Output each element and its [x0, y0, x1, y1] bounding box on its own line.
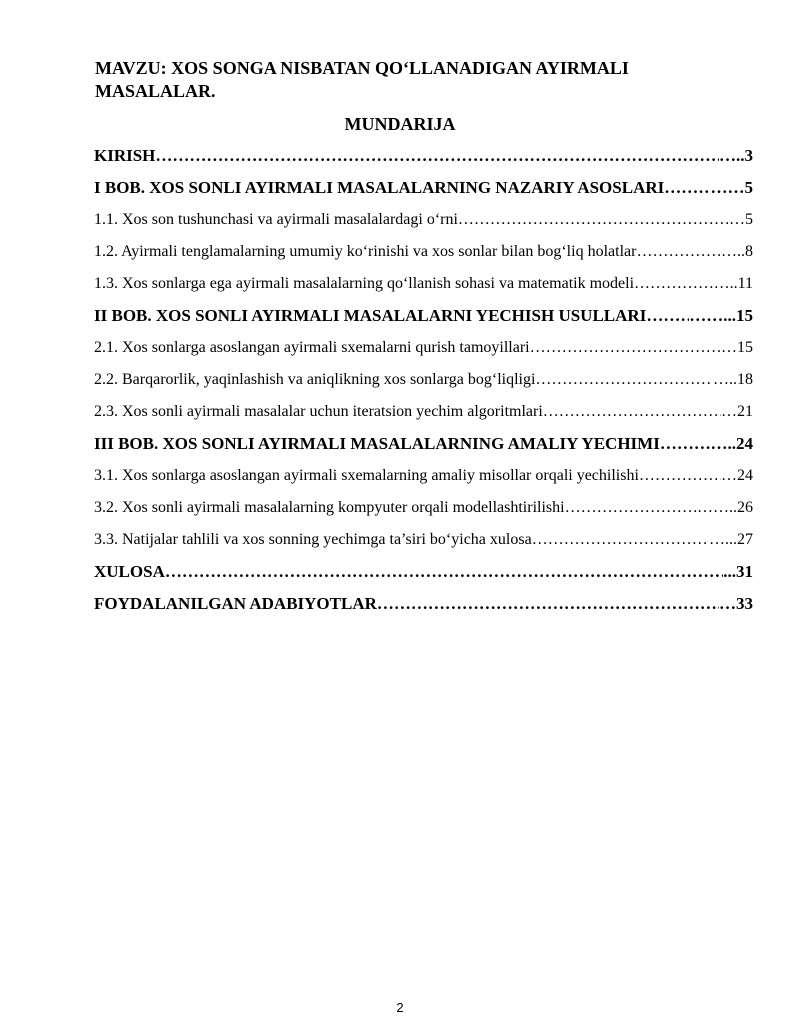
toc-dot-leader [664, 172, 710, 204]
toc-entry-text: 3.1. Xos sonlarga asoslangan ayirmali sxemalarning amaliy misollar orqali yechilishi [94, 467, 639, 484]
toc-entry [94, 332, 753, 364]
toc-entry-page: 24 [737, 467, 753, 484]
toc-dot-leader [155, 140, 719, 172]
toc-entry [94, 300, 753, 332]
toc-entry-page: 3 [744, 146, 753, 165]
toc-entry-leader-end: ……... [689, 306, 736, 325]
toc-dot-leader [565, 492, 697, 524]
toc-entry-leader-end: … [721, 339, 737, 356]
toc-entry [94, 492, 753, 524]
toc-entry-leader-end: ... [723, 562, 736, 581]
toc-entry-leader-end: ….. [713, 371, 737, 388]
toc-dot-leader [530, 332, 721, 364]
toc-entry-page: 21 [737, 403, 753, 420]
toc-entry [94, 556, 753, 588]
toc-entry-text: 1.2. Ayirmali tenglamalarning umumiy ko‘rinishi va xos sonlar bilan bog‘liq holatlar [94, 243, 637, 260]
toc-entry [94, 236, 753, 268]
toc-entry-page: 18 [737, 371, 753, 388]
toc-entry-text: II BOB. XOS SONLI AYIRMALI MASALALARNI YECHISH USULLARI [94, 306, 647, 325]
toc-dot-leader [532, 524, 709, 556]
toc-entry [94, 204, 753, 236]
toc-entry-text: 1.1. Xos son tushunchasi va ayirmali masalalardagi o‘rni [94, 211, 458, 228]
toc-entry-leader-end: … [721, 467, 737, 484]
toc-entry-leader-end: … [729, 211, 745, 228]
toc-entry [94, 140, 753, 172]
toc-dot-leader [165, 556, 723, 588]
toc-entry-page: 27 [737, 531, 753, 548]
toc-entry-page: 24 [736, 434, 753, 453]
toc-entry-page: 5 [744, 178, 753, 197]
toc-entry-text: 2.3. Xos sonli ayirmali masalalar uchun iteratsion yechim algoritmlari [94, 403, 543, 420]
toc-entry-page: 26 [737, 499, 753, 516]
toc-entry-leader-end: ….. [710, 434, 736, 453]
toc-entry-page: 15 [736, 306, 753, 325]
toc-dot-leader [636, 236, 721, 268]
toc-entry [94, 364, 753, 396]
toc-entry-page: 33 [736, 594, 753, 613]
toc-entry [94, 588, 753, 620]
toc-dot-leader [377, 588, 719, 620]
toc-entry-leader-end: ….. [719, 146, 745, 165]
toc-entry [94, 524, 753, 556]
toc-entry [94, 268, 753, 300]
page-number: 2 [396, 1000, 404, 1015]
toc-entry-text: KIRISH [94, 146, 156, 165]
toc-dot-leader [535, 364, 713, 396]
toc-dot-leader [634, 268, 714, 300]
toc-entry-text: 2.2. Barqarorlik, yaqinlashish va aniqlikning xos sonlarga bog‘liqligi [94, 371, 536, 388]
toc-entry-leader-end: … [719, 594, 736, 613]
toc-entry-text: 3.2. Xos sonli ayirmali masalalarning kompyuter orqali modellashtirilishi [94, 499, 565, 516]
table-of-contents [94, 140, 753, 620]
toc-entry-text: 1.3. Xos sonlarga ega ayirmali masalalarning qo‘llanish sohasi va matematik modeli [94, 275, 635, 292]
toc-entry-leader-end: ….. [713, 275, 738, 292]
toc-entry-text: III BOB. XOS SONLI AYIRMALI MASALALARNING AMALIY YECHIMI [94, 434, 660, 453]
toc-entry-page: 15 [737, 339, 753, 356]
toc-entry-page: 31 [736, 562, 753, 581]
toc-entry-text: 2.1. Xos sonlarga asoslangan ayirmali sxemalarni qurish tamoyillari [94, 339, 530, 356]
toc-heading: MUNDARIJA [344, 114, 456, 134]
toc-entry-leader-end: …….. [697, 499, 737, 516]
toc-entry-leader-end: …… [710, 178, 745, 197]
toc-dot-leader [458, 204, 729, 236]
toc-entry-page: 8 [745, 243, 753, 260]
toc-entry-text: I BOB. XOS SONLI AYIRMALI MASALALARNING NAZARIY ASOSLARI [94, 178, 665, 197]
toc-dot-leader [660, 428, 711, 460]
toc-entry-leader-end: ….. [721, 243, 745, 260]
toc-entry-leader-end: … [721, 403, 737, 420]
toc-entry-leader-end: …... [709, 531, 737, 548]
toc-entry-text: XULOSA [94, 562, 165, 581]
toc-entry-text: FOYDALANILGAN ADABIYOTLAR [94, 594, 377, 613]
toc-entry [94, 460, 753, 492]
document-title: MAVZU: XOS SONGA NISBATAN QO‘LLANADIGAN AYIRMALI MASALALAR. [95, 58, 629, 101]
toc-entry-page: 5 [745, 211, 753, 228]
toc-dot-leader [639, 460, 721, 492]
toc-dot-leader [543, 396, 721, 428]
toc-entry [94, 396, 753, 428]
toc-dot-leader [646, 300, 689, 332]
toc-entry-page: 11 [737, 275, 753, 292]
toc-entry [94, 172, 753, 204]
toc-entry-text: 3.3. Natijalar tahlili va xos sonning yechimga ta’siri bo‘yicha xulosa [94, 531, 532, 548]
toc-entry [94, 428, 753, 460]
